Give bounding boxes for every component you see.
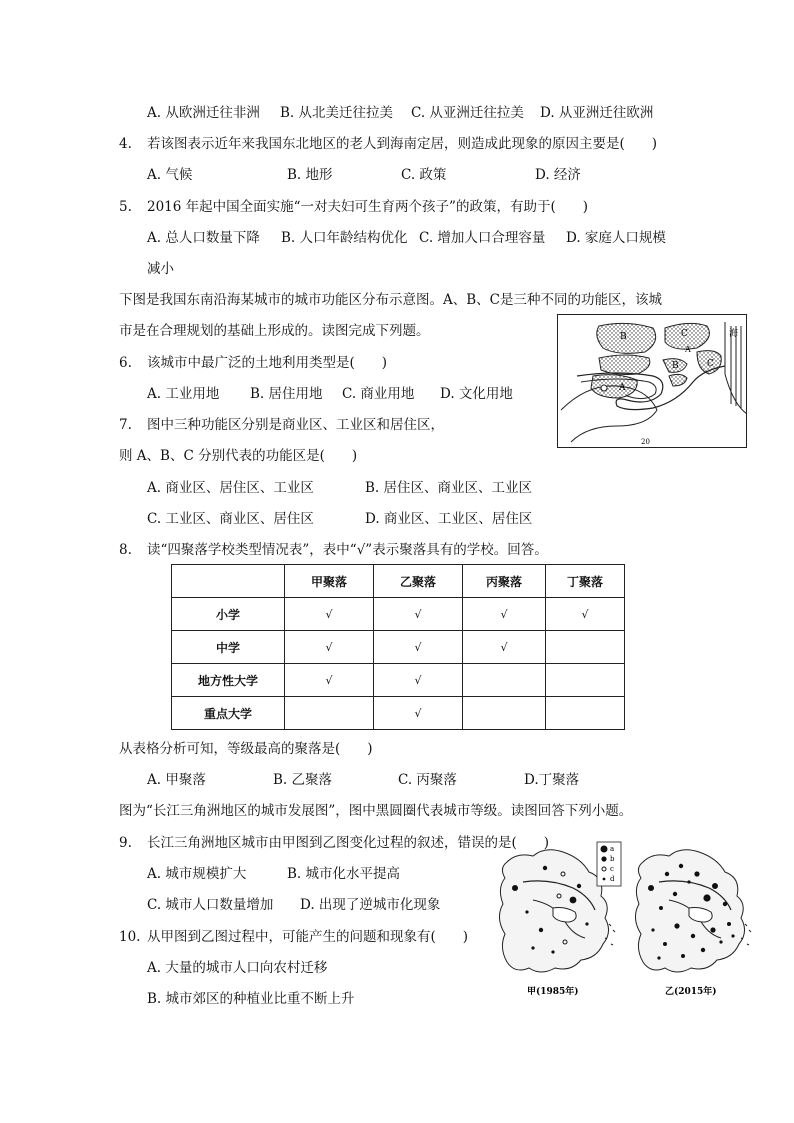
table-header-corner xyxy=(172,565,285,598)
q4-stem: 若该图表示近年来我国东北地区的老人到海南定居，则造成此现象的原因主要是( ) xyxy=(147,136,658,152)
table-cell: √ xyxy=(285,598,374,631)
q7-option-a: A. 商业区、居住区、工业区 xyxy=(147,480,314,496)
row-label: 地方性大学 xyxy=(172,664,285,697)
q6-stem: 该城市中最广泛的土地利用类型是( ) xyxy=(147,355,388,371)
table-cell xyxy=(463,664,546,697)
label-b2: B xyxy=(672,361,679,371)
q5-option-a: A. 总人口数量下降 xyxy=(147,230,260,246)
q7-number: 7. xyxy=(119,417,132,433)
q9-option-b: B. 城市化水平提高 xyxy=(287,866,401,882)
q9-option-a: A. 城市规模扩大 xyxy=(147,866,247,882)
delta-maps xyxy=(493,838,761,1000)
row-label: 小学 xyxy=(172,598,285,631)
delta-maps-svg xyxy=(493,838,761,1000)
row-label: 中学 xyxy=(172,631,285,664)
city-map-svg xyxy=(557,314,747,448)
q8-number: 8. xyxy=(119,542,132,558)
q9-stem: 长江三角洲地区城市由甲图到乙图变化过程的叙述，错误的是( ) xyxy=(147,835,550,851)
q8-option-b: B. 乙聚落 xyxy=(273,772,333,788)
q5-number: 5. xyxy=(119,199,132,215)
q5-option-c: C. 增加人口合理容量 xyxy=(419,230,546,246)
q4-option-c: C. 政策 xyxy=(401,167,447,183)
table-row xyxy=(172,664,625,697)
table-cell: √ xyxy=(463,598,546,631)
table-row xyxy=(172,598,625,631)
caption-2015: 乙(2015年) xyxy=(665,987,717,997)
table-cell: √ xyxy=(374,631,463,664)
q8-option-d: D.丁聚落 xyxy=(524,772,580,788)
q6-option-d: D. 文化用地 xyxy=(440,386,513,402)
q8-stem: 读“四聚落学校类型情况表”，表中“√”表示聚落具有的学校。回答。 xyxy=(147,542,548,558)
q6-option-b: B. 居住用地 xyxy=(250,386,323,402)
q6-number: 6. xyxy=(119,355,132,371)
q4-option-d: D. 经济 xyxy=(535,167,581,183)
q3-option-d: D. 从亚洲迁往欧洲 xyxy=(540,105,654,121)
label-b: B xyxy=(620,332,627,342)
city-intro-line1: 下图是我国东南沿海某城市的城市功能区分布示意图。A、B、C是三种不同的功能区，该城 xyxy=(119,292,662,308)
label-c2: C xyxy=(707,359,714,369)
q5-option-d-continued: 减小 xyxy=(147,261,174,277)
map-2015 xyxy=(635,850,751,972)
table-cell: √ xyxy=(285,631,374,664)
q7-option-c: C. 工业区、商业区、居住区 xyxy=(147,511,314,527)
q8-option-c: C. 丙聚落 xyxy=(398,772,457,788)
q5-option-b: B. 人口年龄结构优化 xyxy=(281,230,408,246)
legend-d: d xyxy=(610,875,615,883)
delta-intro: 图为“长江三角洲地区的城市发展图”，图中黑圆圈代表城市等级。读图回答下列小题。 xyxy=(119,803,633,819)
q9-option-c: C. 城市人口数量增加 xyxy=(147,897,274,913)
table-cell: √ xyxy=(285,664,374,697)
circle-marker xyxy=(601,385,607,391)
q6-option-c: C. 商业用地 xyxy=(342,386,415,402)
label-sea: 海 xyxy=(729,329,739,339)
label-a2: A xyxy=(685,345,691,354)
school-type-table xyxy=(171,564,625,730)
table-cell xyxy=(463,697,546,730)
q7-stem-line1: 图中三种功能区分别是商业区、工业区和居住区， xyxy=(147,417,444,433)
caption-1985: 甲(1985年) xyxy=(527,987,579,997)
table-header-row xyxy=(172,565,625,598)
q7-option-d: D. 商业区、工业区、居住区 xyxy=(365,511,533,527)
label-contour: 20 xyxy=(641,438,650,446)
q10-option-b: B. 城市郊区的种植业比重不断上升 xyxy=(147,991,355,1007)
q10-number: 10. xyxy=(119,929,141,945)
table-row xyxy=(172,631,625,664)
q9-number: 9. xyxy=(119,835,132,851)
table-cell xyxy=(285,697,374,730)
q3-option-b: B. 从北美迁往拉美 xyxy=(280,105,394,121)
table-header-yi: 乙聚落 xyxy=(374,565,463,598)
city-intro-line2: 市是在合理规划的基础上形成的。读图完成下列题。 xyxy=(119,323,430,339)
legend-a: a xyxy=(610,845,615,853)
q5-stem: 2016 年起中国全面实施“一对夫妇可生育两个孩子”的政策，有助于( ) xyxy=(147,199,588,215)
q7-option-b: B. 居住区、商业区、工业区 xyxy=(365,480,533,496)
q8-option-a: A. 甲聚落 xyxy=(147,772,206,788)
table-header-jia: 甲聚落 xyxy=(285,565,374,598)
table-cell xyxy=(546,664,625,697)
legend-b: b xyxy=(610,855,615,863)
table-cell: √ xyxy=(374,598,463,631)
zone-a-center xyxy=(599,355,650,375)
q9-option-d: D. 出现了逆城市化现象 xyxy=(300,897,441,913)
q3-option-c: C. 从亚洲迁往拉美 xyxy=(411,105,524,121)
table-cell: √ xyxy=(374,697,463,730)
table-row xyxy=(172,697,625,730)
table-cell xyxy=(546,631,625,664)
q6-option-a: A. 工业用地 xyxy=(147,386,220,402)
q7-stem-line2: 则 A、B、C 分别代表的功能区是( ) xyxy=(119,448,358,464)
label-a: A xyxy=(619,383,626,393)
legend-c: c xyxy=(610,865,614,873)
table-header-ding: 丁聚落 xyxy=(546,565,625,598)
q3-option-a: A. 从欧洲迁往非洲 xyxy=(147,105,260,121)
city-function-map xyxy=(557,314,747,448)
q4-option-b: B. 地形 xyxy=(287,167,333,183)
table-cell: √ xyxy=(374,664,463,697)
table-cell xyxy=(546,697,625,730)
q8-stem2: 从表格分析可知，等级最高的聚落是( ) xyxy=(119,741,373,757)
label-c1: C xyxy=(681,329,688,339)
q10-stem: 从甲图到乙图过程中，可能产生的问题和现象有( ) xyxy=(147,929,469,945)
table-cell: √ xyxy=(463,631,546,664)
table-cell: √ xyxy=(546,598,625,631)
map-legend xyxy=(597,842,621,886)
table-header-bing: 丙聚落 xyxy=(463,565,546,598)
row-label: 重点大学 xyxy=(172,697,285,730)
q5-option-d: D. 家庭人口规模 xyxy=(566,230,666,246)
q10-option-a: A. 大量的城市人口向农村迁移 xyxy=(147,960,328,976)
q4-option-a: A. 气候 xyxy=(147,167,193,183)
q4-number: 4. xyxy=(119,136,132,152)
